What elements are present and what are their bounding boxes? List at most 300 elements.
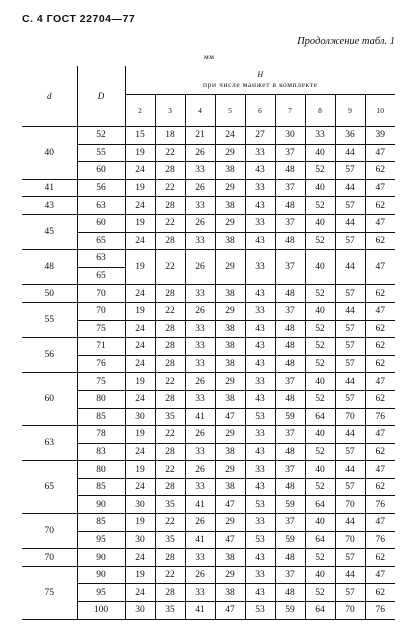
cell-h: 44 bbox=[335, 214, 365, 232]
cell-h: 40 bbox=[305, 373, 335, 391]
cell-D: 80 bbox=[77, 461, 125, 479]
cell-h: 52 bbox=[305, 478, 335, 496]
cell-h: 64 bbox=[305, 408, 335, 426]
cell-h: 33 bbox=[185, 390, 215, 408]
cell-h: 52 bbox=[305, 355, 335, 373]
cell-h: 33 bbox=[185, 443, 215, 461]
cell-h: 52 bbox=[305, 197, 335, 215]
cell-h: 41 bbox=[185, 602, 215, 620]
cell-D: 56 bbox=[77, 179, 125, 197]
table-row bbox=[22, 179, 395, 197]
cell-h: 48 bbox=[275, 338, 305, 356]
cell-h: 33 bbox=[305, 127, 335, 145]
table-row bbox=[22, 162, 395, 180]
cell-h: 64 bbox=[305, 602, 335, 620]
cell-h: 26 bbox=[185, 566, 215, 584]
cell-h: 70 bbox=[335, 602, 365, 620]
cell-h: 30 bbox=[125, 531, 155, 549]
cell-d: 70 bbox=[22, 514, 77, 549]
cell-h: 33 bbox=[245, 302, 275, 320]
table-row bbox=[22, 250, 395, 268]
cell-h: 70 bbox=[335, 408, 365, 426]
cell-h: 38 bbox=[215, 197, 245, 215]
cell-h: 47 bbox=[365, 250, 395, 285]
cell-h: 19 bbox=[125, 514, 155, 532]
cell-h: 28 bbox=[155, 320, 185, 338]
count-header-9: 9 bbox=[335, 95, 365, 127]
cell-h: 29 bbox=[215, 144, 245, 162]
cell-h: 47 bbox=[365, 302, 395, 320]
cell-d: 60 bbox=[22, 373, 77, 426]
cell-h: 39 bbox=[365, 127, 395, 145]
cell-d: 40 bbox=[22, 127, 77, 180]
cell-h: 26 bbox=[185, 214, 215, 232]
cell-h: 33 bbox=[185, 320, 215, 338]
cell-h: 22 bbox=[155, 514, 185, 532]
cell-h: 24 bbox=[125, 390, 155, 408]
cell-h: 38 bbox=[215, 390, 245, 408]
cell-h: 36 bbox=[335, 127, 365, 145]
cell-h: 24 bbox=[125, 197, 155, 215]
cell-D: 85 bbox=[77, 408, 125, 426]
cell-h: 21 bbox=[185, 127, 215, 145]
cell-h: 24 bbox=[215, 127, 245, 145]
cell-D: 75 bbox=[77, 320, 125, 338]
table-row bbox=[22, 461, 395, 479]
cell-h: 29 bbox=[215, 566, 245, 584]
count-header-5: 5 bbox=[215, 95, 245, 127]
cell-h: 44 bbox=[335, 373, 365, 391]
cell-h: 44 bbox=[335, 514, 365, 532]
cell-D: 95 bbox=[77, 584, 125, 602]
cell-h: 26 bbox=[185, 144, 215, 162]
cell-h: 62 bbox=[365, 232, 395, 250]
table-row bbox=[22, 320, 395, 338]
cell-h: 19 bbox=[125, 214, 155, 232]
cell-h: 37 bbox=[275, 214, 305, 232]
cell-h: 62 bbox=[365, 162, 395, 180]
cell-h: 33 bbox=[245, 566, 275, 584]
cell-D: 52 bbox=[77, 127, 125, 145]
cell-h: 47 bbox=[365, 179, 395, 197]
cell-h: 28 bbox=[155, 338, 185, 356]
cell-d: 63 bbox=[22, 426, 77, 461]
cell-d: 50 bbox=[22, 285, 77, 303]
cell-h: 38 bbox=[215, 232, 245, 250]
table-row bbox=[22, 338, 395, 356]
cell-d: 75 bbox=[22, 566, 77, 619]
cell-h: 48 bbox=[275, 443, 305, 461]
cell-h: 24 bbox=[125, 285, 155, 303]
cell-h: 62 bbox=[365, 338, 395, 356]
cell-h: 52 bbox=[305, 549, 335, 567]
cell-D: 60 bbox=[77, 214, 125, 232]
cell-h: 22 bbox=[155, 214, 185, 232]
cell-D: 90 bbox=[77, 496, 125, 514]
cell-h: 24 bbox=[125, 478, 155, 496]
cell-h: 28 bbox=[155, 478, 185, 496]
cell-h: 59 bbox=[275, 496, 305, 514]
cell-h: 29 bbox=[215, 514, 245, 532]
cell-h: 43 bbox=[245, 584, 275, 602]
cell-h: 43 bbox=[245, 162, 275, 180]
cell-h: 22 bbox=[155, 144, 185, 162]
cell-h: 24 bbox=[125, 232, 155, 250]
cell-h: 52 bbox=[305, 584, 335, 602]
cell-h: 62 bbox=[365, 443, 395, 461]
cell-h: 47 bbox=[215, 531, 245, 549]
cell-h: 35 bbox=[155, 496, 185, 514]
table-row bbox=[22, 390, 395, 408]
cell-h: 57 bbox=[335, 232, 365, 250]
cell-h: 47 bbox=[365, 144, 395, 162]
continuation-label: Продолжение табл. 1 bbox=[297, 36, 395, 47]
units-label: мм bbox=[204, 52, 215, 61]
cell-h: 47 bbox=[365, 514, 395, 532]
cell-h: 30 bbox=[275, 127, 305, 145]
cell-h: 29 bbox=[215, 461, 245, 479]
cell-h: 22 bbox=[155, 250, 185, 285]
cell-h: 29 bbox=[215, 373, 245, 391]
cell-h: 19 bbox=[125, 250, 155, 285]
cell-h: 19 bbox=[125, 426, 155, 444]
table-row bbox=[22, 514, 395, 532]
count-header-4: 4 bbox=[185, 95, 215, 127]
cell-h: 26 bbox=[185, 426, 215, 444]
cell-h: 44 bbox=[335, 461, 365, 479]
cell-h: 30 bbox=[125, 602, 155, 620]
cell-h: 48 bbox=[275, 285, 305, 303]
cell-h: 37 bbox=[275, 566, 305, 584]
cell-d: 55 bbox=[22, 302, 77, 337]
page-header: С. 4 ГОСТ 22704—77 bbox=[22, 13, 136, 25]
cell-h: 38 bbox=[215, 355, 245, 373]
cell-h: 41 bbox=[185, 496, 215, 514]
cell-D: 80 bbox=[77, 390, 125, 408]
table-row bbox=[22, 602, 395, 620]
cell-h: 26 bbox=[185, 302, 215, 320]
cell-h: 57 bbox=[335, 338, 365, 356]
cell-h: 37 bbox=[275, 302, 305, 320]
cell-h: 19 bbox=[125, 302, 155, 320]
cell-h: 48 bbox=[275, 390, 305, 408]
cell-h: 76 bbox=[365, 408, 395, 426]
cell-h: 53 bbox=[245, 408, 275, 426]
cell-h: 47 bbox=[365, 426, 395, 444]
cell-h: 22 bbox=[155, 461, 185, 479]
cell-h: 33 bbox=[185, 478, 215, 496]
cell-h: 62 bbox=[365, 549, 395, 567]
count-header-10: 10 bbox=[365, 95, 395, 127]
cell-h: 28 bbox=[155, 197, 185, 215]
cell-h: 47 bbox=[365, 214, 395, 232]
cell-h: 57 bbox=[335, 549, 365, 567]
cell-h: 43 bbox=[245, 285, 275, 303]
cell-h: 38 bbox=[215, 443, 245, 461]
cell-h: 40 bbox=[305, 214, 335, 232]
cell-h: 38 bbox=[215, 320, 245, 338]
cell-h: 40 bbox=[305, 461, 335, 479]
table-row bbox=[22, 127, 395, 145]
cell-h: 19 bbox=[125, 461, 155, 479]
cell-h: 47 bbox=[215, 602, 245, 620]
cell-h: 22 bbox=[155, 179, 185, 197]
cell-h: 48 bbox=[275, 478, 305, 496]
cell-h: 24 bbox=[125, 355, 155, 373]
cell-h: 22 bbox=[155, 426, 185, 444]
cell-h: 28 bbox=[155, 285, 185, 303]
cell-h: 64 bbox=[305, 496, 335, 514]
cell-h: 59 bbox=[275, 531, 305, 549]
cell-h: 30 bbox=[125, 408, 155, 426]
cell-h: 29 bbox=[215, 302, 245, 320]
cell-D: 76 bbox=[77, 355, 125, 373]
cell-D: 71 bbox=[77, 338, 125, 356]
table-row bbox=[22, 144, 395, 162]
table-row bbox=[22, 197, 395, 215]
cell-h: 48 bbox=[275, 549, 305, 567]
cell-h: 35 bbox=[155, 602, 185, 620]
cell-D: 60 bbox=[77, 162, 125, 180]
cell-h: 48 bbox=[275, 232, 305, 250]
table-row bbox=[22, 496, 395, 514]
cell-h: 44 bbox=[335, 302, 365, 320]
column-header-d: d bbox=[22, 66, 77, 127]
cell-h: 33 bbox=[185, 549, 215, 567]
cell-h: 48 bbox=[275, 197, 305, 215]
table-row bbox=[22, 285, 395, 303]
cell-d: 56 bbox=[22, 338, 77, 373]
table-row bbox=[22, 478, 395, 496]
cell-h: 40 bbox=[305, 144, 335, 162]
cell-h: 26 bbox=[185, 514, 215, 532]
cell-h: 52 bbox=[305, 232, 335, 250]
cell-h: 57 bbox=[335, 162, 365, 180]
cell-h: 35 bbox=[155, 408, 185, 426]
cell-h: 26 bbox=[185, 461, 215, 479]
h-description: при числе манжет в комплекте bbox=[203, 80, 318, 89]
cell-D: 75 bbox=[77, 373, 125, 391]
cell-D: 63 bbox=[77, 250, 125, 268]
cell-h: 41 bbox=[185, 408, 215, 426]
table-row bbox=[22, 408, 395, 426]
cell-h: 44 bbox=[335, 144, 365, 162]
cell-D: 78 bbox=[77, 426, 125, 444]
cell-d: 43 bbox=[22, 197, 77, 215]
cell-h: 33 bbox=[245, 426, 275, 444]
cell-h: 62 bbox=[365, 355, 395, 373]
cell-h: 44 bbox=[335, 566, 365, 584]
cell-h: 27 bbox=[245, 127, 275, 145]
cell-h: 28 bbox=[155, 549, 185, 567]
cell-h: 38 bbox=[215, 549, 245, 567]
column-header-D: D bbox=[77, 66, 125, 127]
cell-h: 29 bbox=[215, 250, 245, 285]
cell-h: 22 bbox=[155, 373, 185, 391]
column-group-header-H bbox=[125, 66, 395, 95]
cell-h: 53 bbox=[245, 496, 275, 514]
cell-h: 28 bbox=[155, 443, 185, 461]
h-symbol: H bbox=[257, 70, 264, 79]
cell-h: 18 bbox=[155, 127, 185, 145]
cell-h: 22 bbox=[155, 566, 185, 584]
cell-h: 62 bbox=[365, 478, 395, 496]
cell-h: 24 bbox=[125, 162, 155, 180]
cell-h: 52 bbox=[305, 162, 335, 180]
cell-h: 33 bbox=[245, 514, 275, 532]
cell-d: 65 bbox=[22, 461, 77, 514]
cell-h: 37 bbox=[275, 144, 305, 162]
cell-h: 47 bbox=[215, 496, 245, 514]
cell-h: 24 bbox=[125, 338, 155, 356]
cell-h: 38 bbox=[215, 478, 245, 496]
cell-h: 40 bbox=[305, 426, 335, 444]
cell-h: 24 bbox=[125, 320, 155, 338]
cell-h: 37 bbox=[275, 373, 305, 391]
cell-h: 29 bbox=[215, 214, 245, 232]
cell-D: 90 bbox=[77, 566, 125, 584]
cell-h: 33 bbox=[245, 214, 275, 232]
cell-h: 24 bbox=[125, 549, 155, 567]
cell-h: 33 bbox=[245, 250, 275, 285]
cell-h: 57 bbox=[335, 320, 365, 338]
cell-D: 83 bbox=[77, 443, 125, 461]
cell-h: 33 bbox=[245, 144, 275, 162]
cell-D: 70 bbox=[77, 302, 125, 320]
cell-h: 76 bbox=[365, 531, 395, 549]
table-row bbox=[22, 373, 395, 391]
cell-h: 43 bbox=[245, 197, 275, 215]
cell-h: 33 bbox=[245, 461, 275, 479]
cell-h: 53 bbox=[245, 531, 275, 549]
cell-h: 52 bbox=[305, 338, 335, 356]
table-row bbox=[22, 214, 395, 232]
cell-h: 26 bbox=[185, 373, 215, 391]
cell-h: 43 bbox=[245, 549, 275, 567]
cell-h: 28 bbox=[155, 162, 185, 180]
cell-h: 28 bbox=[155, 390, 185, 408]
cell-D: 85 bbox=[77, 478, 125, 496]
cell-h: 57 bbox=[335, 478, 365, 496]
cell-h: 44 bbox=[335, 426, 365, 444]
cell-h: 40 bbox=[305, 566, 335, 584]
cell-h: 57 bbox=[335, 355, 365, 373]
cell-h: 57 bbox=[335, 197, 365, 215]
cell-h: 52 bbox=[305, 390, 335, 408]
table-row bbox=[22, 531, 395, 549]
cell-h: 40 bbox=[305, 250, 335, 285]
cell-d: 70 bbox=[22, 549, 77, 567]
cell-h: 33 bbox=[245, 179, 275, 197]
cell-h: 64 bbox=[305, 531, 335, 549]
cell-D: 63 bbox=[77, 197, 125, 215]
cell-h: 70 bbox=[335, 531, 365, 549]
cell-h: 15 bbox=[125, 127, 155, 145]
cell-d: 48 bbox=[22, 250, 77, 285]
cell-h: 62 bbox=[365, 390, 395, 408]
table-row bbox=[22, 549, 395, 567]
table-row bbox=[22, 566, 395, 584]
cell-h: 76 bbox=[365, 496, 395, 514]
cell-h: 43 bbox=[245, 232, 275, 250]
cell-h: 33 bbox=[185, 338, 215, 356]
cell-h: 19 bbox=[125, 179, 155, 197]
cell-h: 52 bbox=[305, 285, 335, 303]
cell-D: 95 bbox=[77, 531, 125, 549]
cell-h: 40 bbox=[305, 514, 335, 532]
cell-h: 38 bbox=[215, 338, 245, 356]
cell-h: 44 bbox=[335, 250, 365, 285]
cell-h: 33 bbox=[185, 197, 215, 215]
table-row bbox=[22, 443, 395, 461]
cell-h: 28 bbox=[155, 584, 185, 602]
cell-h: 43 bbox=[245, 338, 275, 356]
cell-h: 24 bbox=[125, 443, 155, 461]
cell-h: 43 bbox=[245, 320, 275, 338]
cell-h: 44 bbox=[335, 179, 365, 197]
cell-h: 41 bbox=[185, 531, 215, 549]
cell-h: 43 bbox=[245, 355, 275, 373]
cell-h: 48 bbox=[275, 584, 305, 602]
cell-h: 28 bbox=[155, 355, 185, 373]
cell-h: 52 bbox=[305, 320, 335, 338]
cell-h: 24 bbox=[125, 584, 155, 602]
cell-h: 43 bbox=[245, 478, 275, 496]
cell-D: 90 bbox=[77, 549, 125, 567]
cell-h: 26 bbox=[185, 250, 215, 285]
count-header-3: 3 bbox=[155, 95, 185, 127]
cell-h: 70 bbox=[335, 496, 365, 514]
cell-h: 57 bbox=[335, 443, 365, 461]
cell-h: 19 bbox=[125, 144, 155, 162]
count-header-2: 2 bbox=[125, 95, 155, 127]
cell-h: 57 bbox=[335, 584, 365, 602]
cell-h: 33 bbox=[245, 373, 275, 391]
cell-h: 47 bbox=[365, 461, 395, 479]
cell-h: 43 bbox=[245, 443, 275, 461]
table-row bbox=[22, 584, 395, 602]
cell-h: 47 bbox=[365, 566, 395, 584]
cell-D: 65 bbox=[77, 267, 125, 285]
table-body bbox=[22, 127, 395, 620]
dimensions-table bbox=[22, 66, 395, 620]
cell-h: 19 bbox=[125, 566, 155, 584]
cell-h: 57 bbox=[335, 285, 365, 303]
cell-h: 52 bbox=[305, 443, 335, 461]
cell-h: 33 bbox=[185, 285, 215, 303]
cell-h: 22 bbox=[155, 302, 185, 320]
cell-D: 85 bbox=[77, 514, 125, 532]
cell-h: 38 bbox=[215, 285, 245, 303]
cell-h: 47 bbox=[365, 373, 395, 391]
table-row bbox=[22, 232, 395, 250]
cell-h: 38 bbox=[215, 584, 245, 602]
cell-h: 37 bbox=[275, 179, 305, 197]
cell-h: 62 bbox=[365, 285, 395, 303]
cell-h: 19 bbox=[125, 373, 155, 391]
cell-h: 48 bbox=[275, 355, 305, 373]
cell-h: 43 bbox=[245, 390, 275, 408]
count-header-8: 8 bbox=[305, 95, 335, 127]
cell-h: 29 bbox=[215, 426, 245, 444]
cell-h: 29 bbox=[215, 179, 245, 197]
cell-h: 59 bbox=[275, 408, 305, 426]
cell-h: 33 bbox=[185, 232, 215, 250]
cell-h: 48 bbox=[275, 320, 305, 338]
cell-D: 100 bbox=[77, 602, 125, 620]
cell-d: 41 bbox=[22, 179, 77, 197]
count-header-7: 7 bbox=[275, 95, 305, 127]
